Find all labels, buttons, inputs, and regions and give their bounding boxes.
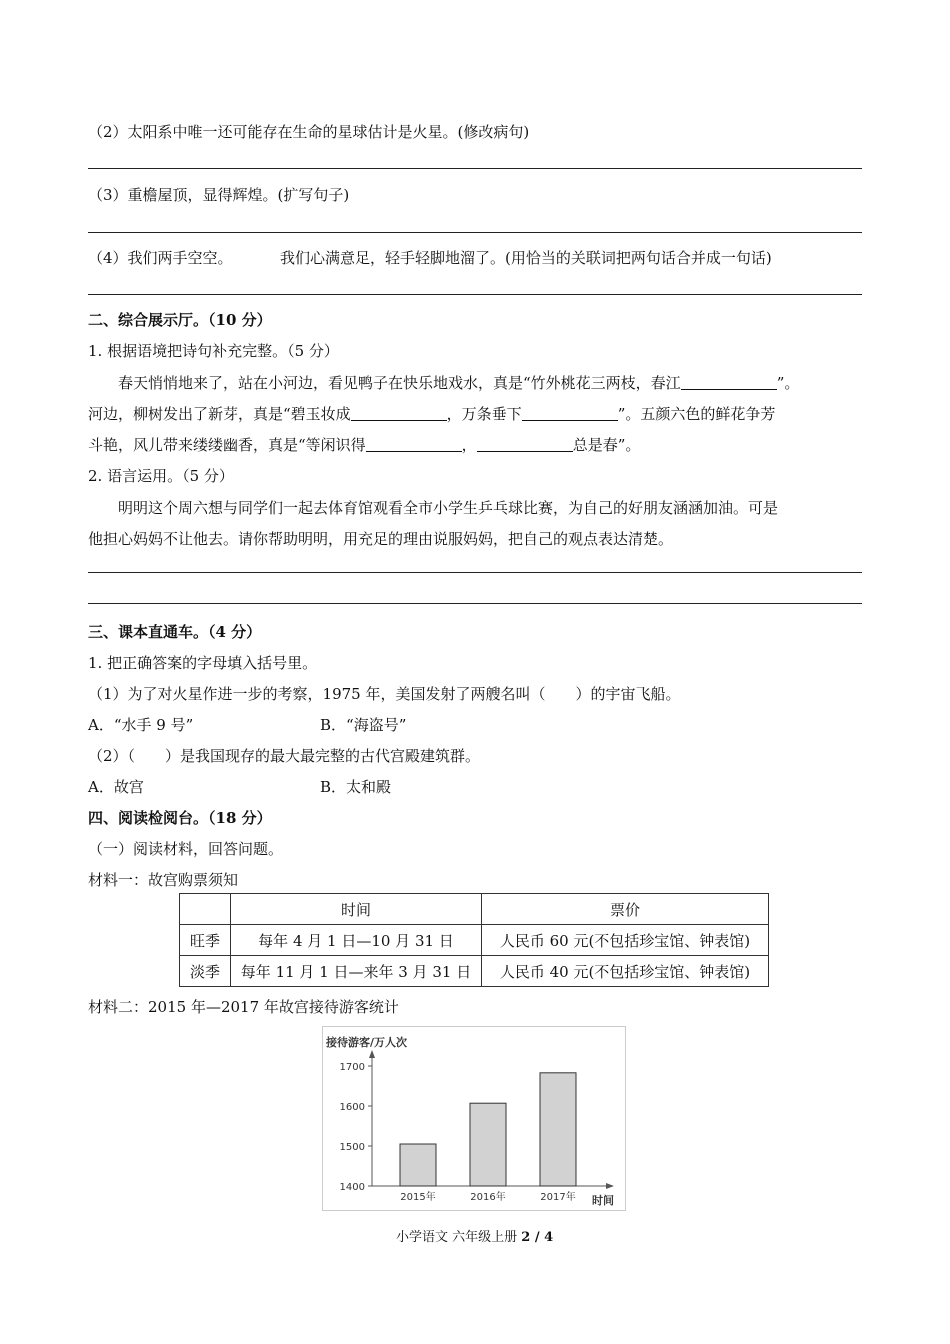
- section3-title: 三、课本直通车。（4 分）: [88, 623, 262, 641]
- blank-field[interactable]: [681, 373, 777, 390]
- chart-y-tick-label: 1600: [339, 1102, 365, 1113]
- section2-q1-title: 1. 根据语境把诗句补充完整。（5 分）: [88, 342, 339, 360]
- chart-x-tick-label: 2015年: [400, 1192, 436, 1203]
- option-b: B．太和殿: [320, 778, 392, 796]
- table-cell: 旺季: [180, 925, 231, 956]
- blank-field[interactable]: [366, 435, 462, 452]
- table-cell: 每年 4 月 1 日—10 月 31 日: [231, 925, 482, 956]
- table-header-cell: 时间: [231, 894, 482, 925]
- chart-bar: [400, 1144, 436, 1186]
- chart-x-axis-label: 时间: [592, 1194, 614, 1207]
- table-cell: 人民币 40 元(不包括珍宝馆、钟表馆): [482, 956, 769, 987]
- chart-y-tick-label: 1400: [339, 1182, 365, 1193]
- table-row: [180, 925, 769, 956]
- table-cell: 每年 11 月 1 日—来年 3 月 31 日: [231, 956, 482, 987]
- option-a: A．“水手 9 号”: [88, 716, 194, 734]
- blank-field[interactable]: [522, 404, 618, 421]
- answer-line: [88, 572, 862, 573]
- q2-text: （2）太阳系中唯一还可能存在生命的星球估计是火星。(修改病句): [88, 123, 530, 141]
- ticket-table: [179, 893, 769, 987]
- option-b: B．“海盗号”: [320, 716, 407, 734]
- chart-y-tick-label: 1700: [339, 1062, 365, 1073]
- table-header-cell: [180, 894, 231, 925]
- chart-bar: [540, 1073, 576, 1186]
- visitor-bar-chart: [322, 1026, 626, 1211]
- section3-q1-title: 1. 把正确答案的字母填入括号里。: [88, 654, 318, 672]
- answer-line: [88, 294, 862, 295]
- section2-q2-text-1: 明明这个周六想与同学们一起去体育馆观看全市小学生乒乓球比赛，为自己的好朋友涵涵加油。可是: [118, 499, 779, 517]
- table-cell: 人民币 60 元(不包括珍宝馆、钟表馆): [482, 925, 769, 956]
- answer-line: [88, 603, 862, 604]
- chart-bar: [470, 1103, 506, 1186]
- table-header-row: [180, 894, 769, 925]
- answer-line: [88, 168, 862, 169]
- poem-paragraph-line2: 河边，柳树发出了新芽，真是“碧玉妆成 ，万条垂下 ”。五颜六色的鲜花争芳: [88, 405, 776, 423]
- chart-y-axis-label: 接待游客/万人次: [326, 1036, 408, 1049]
- chart-x-tick-label: 2016年: [470, 1192, 506, 1203]
- blank-field[interactable]: [477, 435, 573, 452]
- q4-text-a: （4）我们两手空空。: [88, 249, 233, 267]
- section2-q2-title: 2. 语言运用。（5 分）: [88, 467, 234, 485]
- section3-item2: （2）（ ）是我国现存的最大最完整的古代宫殿建筑群。: [88, 747, 481, 765]
- blank-field[interactable]: [351, 404, 447, 421]
- section2-q2-text-2: 他担心妈妈不让他去。请你帮助明明，用充足的理由说服妈妈，把自己的观点表达清楚。: [88, 530, 674, 548]
- chart-x-tick-label: 2017年: [540, 1192, 576, 1203]
- poem-paragraph-line3: 斗艳，风儿带来缕缕幽香，真是“等闲识得 ， 总是春”。: [88, 436, 641, 454]
- table-cell: 淡季: [180, 956, 231, 987]
- section2-title: 二、综合展示厅。（10 分）: [88, 311, 272, 329]
- option-a: A．故宫: [88, 778, 144, 796]
- section3-item1: （1）为了对火星作进一步的考察，1975 年，美国发射了两艘名叫（ ）的宇宙飞船。: [88, 685, 681, 703]
- table-header-cell: 票价: [482, 894, 769, 925]
- page-footer: [396, 1226, 553, 1245]
- poem-paragraph-line1: 春天悄悄地来了，站在小河边，看见鸭子在快乐地戏水，真是“竹外桃花三两枝，春江 ”。: [118, 374, 800, 392]
- q4-text-b: 我们心满意足，轻手轻脚地溜了。(用恰当的关联词把两句话合并成一句话): [280, 249, 772, 267]
- chart-y-tick-label: 1500: [339, 1142, 365, 1153]
- table-row: [180, 956, 769, 987]
- page-number: 2 / 4: [521, 1230, 554, 1245]
- material-two-title: 材料二：2015 年—2017 年故宫接待游客统计: [88, 998, 399, 1016]
- material-one-title: 材料一：故宫购票须知: [88, 871, 239, 889]
- section4-title: 四、阅读检阅台。（18 分）: [88, 809, 272, 827]
- q3-text: （3）重檐屋顶，显得辉煌。(扩写句子): [88, 186, 350, 204]
- footer-text: 小学语文 六年级上册: [396, 1230, 522, 1245]
- answer-line: [88, 232, 862, 233]
- section4-subtitle: （一）阅读材料，回答问题。: [88, 840, 284, 858]
